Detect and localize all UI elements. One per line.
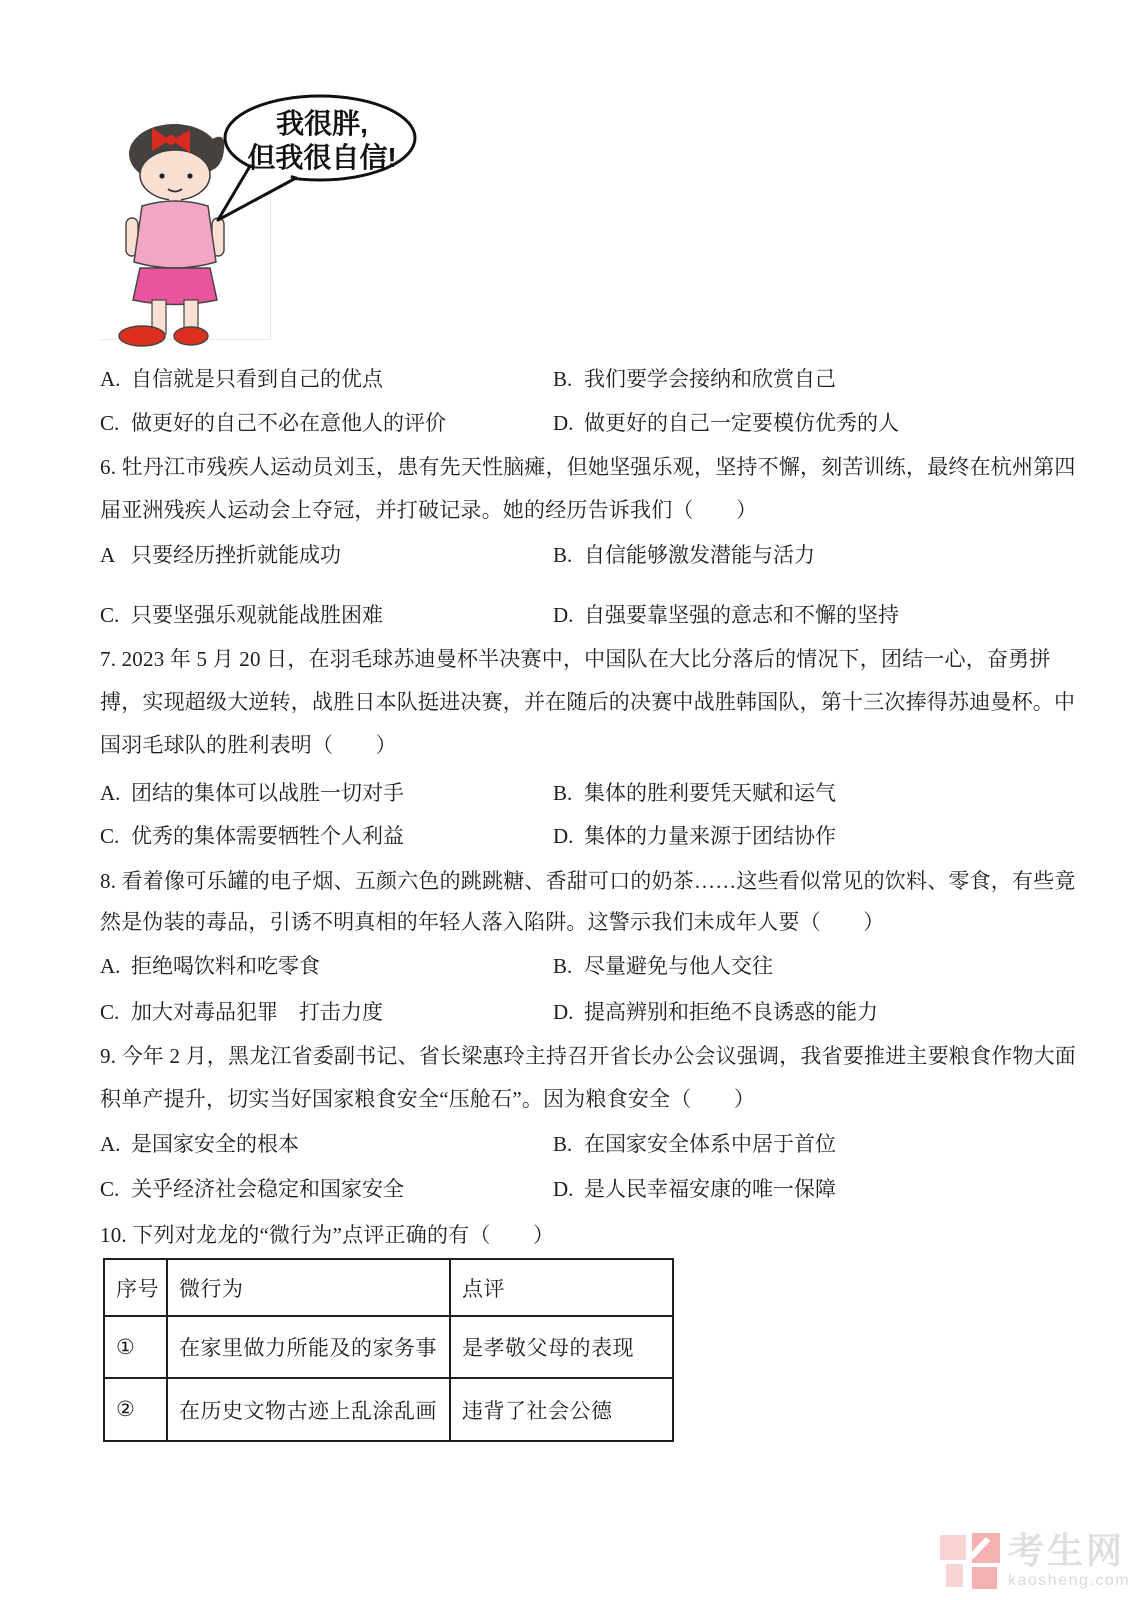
q5-option-a: A. 自信就是只看到自己的优点 <box>100 367 383 391</box>
q7-stem-line2: 搏，实现超级大逆转，战胜日本队挺进决赛，并在随后的决赛中战胜韩国队，第十三次捧得苏迪曼杯。中 <box>100 690 1076 714</box>
kaosheng-watermark <box>936 1531 1130 1591</box>
q6-stem-line2: 届亚洲残疾人运动会上夺冠，并打破记录。她的经历告诉我们（ ） <box>100 498 758 522</box>
q9-option-c: C. 关乎经济社会稳定和国家安全 <box>100 1177 404 1201</box>
q9-stem-line2: 积单产提升，切实当好国家粮食安全“压舱石”。因为粮食安全（ ） <box>100 1087 756 1111</box>
q5-option-d: D. 做更好的自己一定要模仿优秀的人 <box>553 411 899 435</box>
table-header-dianping: 点评 <box>450 1259 673 1316</box>
q7-options-row-ab <box>100 780 1035 806</box>
girl-figure <box>119 124 224 346</box>
cartoon-illustration <box>100 90 490 350</box>
bubble-text-line2: 但我很自信! <box>247 142 397 173</box>
q8-stem-line1: 8. 看着像可乐罐的电子烟、五颜六色的跳跳糖、香甜可口的奶茶……这些看似常见的饮料、零食，有些竟 <box>100 869 1076 893</box>
watermark-site-name: 考生网 <box>1008 1530 1126 1571</box>
table-row: ② 在历史文物古迹上乱涂乱画 违背了社会公德 <box>104 1378 673 1441</box>
watermark-site-url: kaosheng.com <box>1008 1572 1131 1589</box>
q8-option-d: D. 提高辨别和拒绝不良诱惑的能力 <box>553 1000 878 1024</box>
kaosheng-logo-icon <box>936 1531 1002 1591</box>
q7-option-b: B. 集体的胜利要凭天赋和运气 <box>553 781 836 805</box>
q5-option-b: B. 我们要学会接纳和欣赏自己 <box>553 367 836 391</box>
q7-option-d: D. 集体的力量来源于团结协作 <box>553 824 836 848</box>
q8-option-a: A. 拒绝喝饮料和吃零食 <box>100 954 320 978</box>
q9-option-b: B. 在国家安全体系中居于首位 <box>553 1132 836 1156</box>
q6-options-row-cd <box>100 602 1035 628</box>
table-header-weixingwei: 微行为 <box>167 1259 450 1316</box>
q5-options-row-ab <box>100 366 1035 392</box>
q7-stem-line3: 国羽毛球队的胜利表明（ ） <box>100 733 397 757</box>
q6-option-d: D. 自强要靠坚强的意志和不懈的坚持 <box>553 603 899 627</box>
q7-option-a: A. 团结的集体可以战胜一切对手 <box>100 781 404 805</box>
q7-option-c: C. 优秀的集体需要牺牲个人利益 <box>100 824 404 848</box>
q9-option-d: D. 是人民幸福安康的唯一保障 <box>553 1177 836 1201</box>
q9-options-row-cd <box>100 1176 1035 1202</box>
table-header-row <box>104 1259 673 1316</box>
q9-options-row-ab <box>100 1131 1035 1157</box>
speech-bubble <box>218 96 415 220</box>
table-row: ① 在家里做力所能及的家务事 是孝敬父母的表现 <box>104 1316 673 1378</box>
q8-stem-line2: 然是伪装的毒品，引诱不明真相的年轻人落入陷阱。这警示我们未成年人要（ ） <box>100 910 885 934</box>
q10-stem: 10. 下列对龙龙的“微行为”点评正确的有（ ） <box>100 1223 555 1247</box>
q9-option-a: A. 是国家安全的根本 <box>100 1132 299 1156</box>
q6-option-b: B. 自信能够激发潜能与活力 <box>553 543 815 567</box>
q6-options-row-ab <box>100 542 1035 568</box>
q5-option-c: C. 做更好的自己不必在意他人的评价 <box>100 411 446 435</box>
q5-options-row-cd <box>100 410 1035 436</box>
bubble-text-line1: 我很胖, <box>276 108 368 139</box>
q7-options-row-cd <box>100 823 1035 849</box>
q8-option-c: C. 加大对毒品犯罪 打击力度 <box>100 1000 383 1024</box>
q6-stem-line1: 6. 牡丹江市残疾人运动员刘玉，患有先天性脑瘫，但她坚强乐观，坚持不懈，刻苦训练，最终在杭州第四 <box>100 455 1076 479</box>
q8-options-row-ab <box>100 953 1035 979</box>
q10-table <box>103 1258 674 1442</box>
q6-option-c: C. 只要坚强乐观就能战胜困难 <box>100 603 383 627</box>
q8-options-row-cd <box>100 999 1035 1025</box>
q7-stem-line1: 7. 2023 年 5 月 20 日，在羽毛球苏迪曼杯半决赛中，中国队在大比分落后的情况下，团结一心，奋勇拼 <box>100 647 1051 671</box>
q8-option-b: B. 尽量避免与他人交往 <box>553 954 773 978</box>
q9-stem-line1: 9. 今年 2 月，黑龙江省委副书记、省长梁惠玲主持召开省长办公会议强调，我省要推进主要粮食作物大面 <box>100 1044 1076 1068</box>
q6-option-a: A 只要经历挫折就能成功 <box>100 543 341 567</box>
table-header-xuhao: 序号 <box>104 1259 167 1316</box>
